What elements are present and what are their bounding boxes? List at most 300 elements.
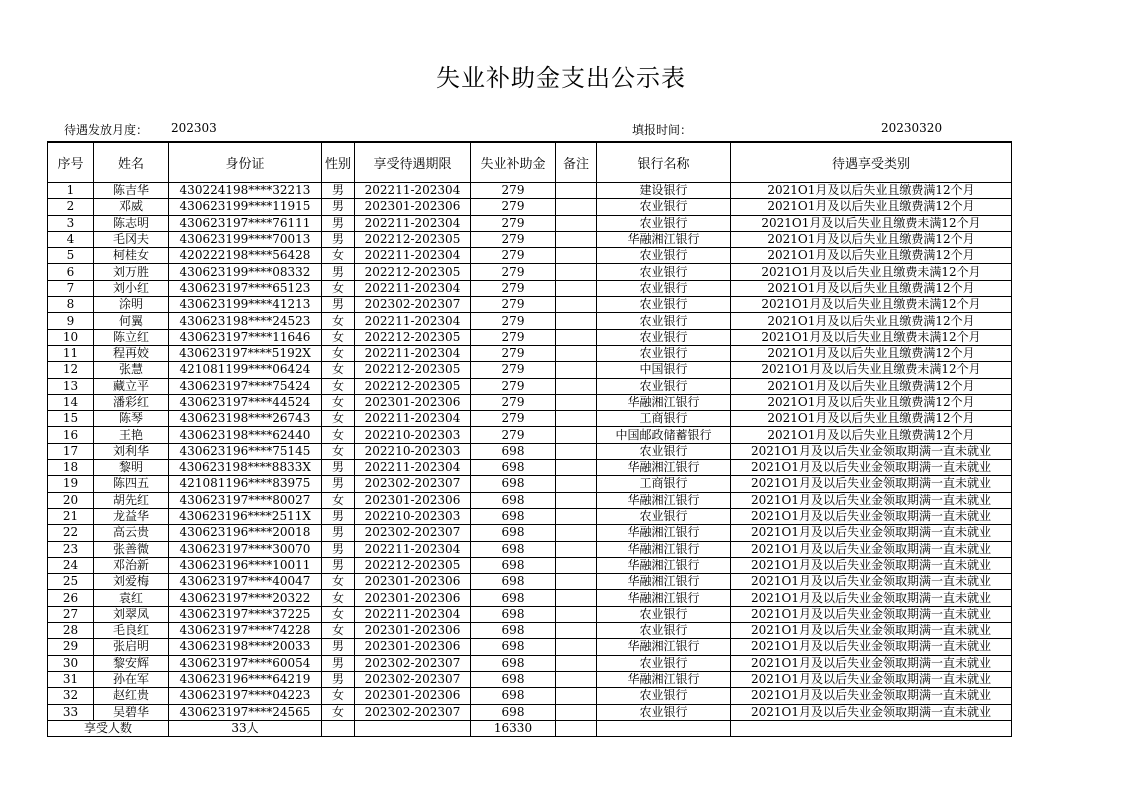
cell-seq: 28 [48, 623, 94, 639]
cell-seq: 24 [48, 557, 94, 573]
cell-category: 2021O1月及以后失业且缴费满12个月 [731, 199, 1012, 215]
cell-remark [556, 606, 597, 622]
table-row [48, 183, 1012, 199]
cell-name: 赵红贵 [94, 688, 169, 704]
cell-name: 陈立红 [94, 329, 169, 345]
table-row [48, 427, 1012, 443]
cell-gender: 女 [322, 329, 355, 345]
header-category: 待遇享受类别 [731, 142, 1012, 183]
cell-seq: 19 [48, 476, 94, 492]
cell-id-card: 430623198****24523 [169, 313, 322, 329]
cell-remark [556, 460, 597, 476]
cell-id-card: 430623196****20018 [169, 525, 322, 541]
cell-name: 邓威 [94, 199, 169, 215]
cell-category: 2021O1月及以后失业金领取期满一直未就业 [731, 525, 1012, 541]
table-row [48, 215, 1012, 231]
cell-id-card: 430623197****75424 [169, 378, 322, 394]
header-seq: 序号 [48, 142, 94, 183]
cell-period: 202211-202304 [355, 280, 471, 296]
table-body [48, 183, 1012, 721]
summary-total: 16330 [471, 720, 556, 736]
cell-category: 2021O1月及以后失业且缴费满12个月 [731, 313, 1012, 329]
cell-subsidy: 698 [471, 655, 556, 671]
cell-gender: 女 [322, 313, 355, 329]
cell-gender: 男 [322, 639, 355, 655]
cell-bank: 农业银行 [597, 297, 731, 313]
cell-remark [556, 231, 597, 247]
cell-seq: 17 [48, 443, 94, 459]
cell-bank: 农业银行 [597, 443, 731, 459]
cell-bank: 华融湘江银行 [597, 394, 731, 410]
cell-period: 202301-202306 [355, 688, 471, 704]
cell-period: 202301-202306 [355, 639, 471, 655]
cell-seq: 23 [48, 541, 94, 557]
cell-category: 2021O1月及以后失业且缴费满12个月 [731, 280, 1012, 296]
cell-category: 2021O1月及以后失业且缴费满12个月 [731, 427, 1012, 443]
cell-id-card: 430623197****04223 [169, 688, 322, 704]
table-row [48, 264, 1012, 280]
cell-bank: 农业银行 [597, 623, 731, 639]
cell-category: 2021O1月及以后失业且缴费未满12个月 [731, 215, 1012, 231]
cell-remark [556, 639, 597, 655]
table-row [48, 329, 1012, 345]
cell-seq: 12 [48, 362, 94, 378]
cell-gender: 男 [322, 557, 355, 573]
cell-period: 202212-202305 [355, 362, 471, 378]
cell-remark [556, 199, 597, 215]
cell-gender: 男 [322, 264, 355, 280]
table-row [48, 508, 1012, 524]
cell-bank: 工商银行 [597, 411, 731, 427]
cell-name: 高云贵 [94, 525, 169, 541]
cell-id-card: 430623197****76111 [169, 215, 322, 231]
cell-period: 202212-202305 [355, 264, 471, 280]
header-remark: 备注 [556, 142, 597, 183]
cell-category: 2021O1月及以后失业且缴费未满12个月 [731, 297, 1012, 313]
cell-subsidy: 698 [471, 508, 556, 524]
cell-seq: 18 [48, 460, 94, 476]
cell-bank: 农业银行 [597, 199, 731, 215]
table-row [48, 362, 1012, 378]
cell-gender: 男 [322, 231, 355, 247]
cell-category: 2021O1月及以后失业金领取期满一直未就业 [731, 508, 1012, 524]
cell-category: 2021O1月及以后失业金领取期满一直未就业 [731, 460, 1012, 476]
cell-name: 毛冈夫 [94, 231, 169, 247]
cell-subsidy: 698 [471, 492, 556, 508]
header-id-card: 身份证 [169, 142, 322, 183]
cell-id-card: 430623199****08332 [169, 264, 322, 280]
cell-remark [556, 671, 597, 687]
cell-bank: 农业银行 [597, 606, 731, 622]
cell-subsidy: 279 [471, 394, 556, 410]
cell-id-card: 430623198****8833X [169, 460, 322, 476]
table-row [48, 688, 1012, 704]
cell-category: 2021O1月及以后失业金领取期满一直未就业 [731, 476, 1012, 492]
cell-remark [556, 541, 597, 557]
cell-name: 龙益华 [94, 508, 169, 524]
table-row [48, 574, 1012, 590]
cell-id-card: 430623197****5192X [169, 345, 322, 361]
cell-remark [556, 248, 597, 264]
cell-period: 202302-202307 [355, 655, 471, 671]
cell-seq: 2 [48, 199, 94, 215]
cell-gender: 女 [322, 606, 355, 622]
cell-subsidy: 279 [471, 199, 556, 215]
cell-category: 2021O1月及以后失业且缴费未满12个月 [731, 329, 1012, 345]
cell-period: 202301-202306 [355, 394, 471, 410]
cell-name: 刘翠凤 [94, 606, 169, 622]
cell-seq: 5 [48, 248, 94, 264]
cell-name: 刘万胜 [94, 264, 169, 280]
cell-bank: 农业银行 [597, 280, 731, 296]
cell-category: 2021O1月及以后失业金领取期满一直未就业 [731, 574, 1012, 590]
cell-remark [556, 623, 597, 639]
cell-category: 2021O1月及以后失业金领取期满一直未就业 [731, 623, 1012, 639]
cell-name: 张慧 [94, 362, 169, 378]
header-subsidy: 失业补助金 [471, 142, 556, 183]
table-row [48, 492, 1012, 508]
cell-category: 2021O1月及以后失业金领取期满一直未就业 [731, 557, 1012, 573]
cell-period: 202211-202304 [355, 460, 471, 476]
cell-id-card: 430623197****74228 [169, 623, 322, 639]
cell-category: 2021O1月及以后失业且缴费满12个月 [731, 394, 1012, 410]
table-row [48, 671, 1012, 687]
cell-period: 202301-202306 [355, 199, 471, 215]
cell-id-card: 430623196****2511X [169, 508, 322, 524]
cell-remark [556, 688, 597, 704]
cell-period: 202211-202304 [355, 183, 471, 199]
cell-subsidy: 698 [471, 590, 556, 606]
cell-id-card: 430623197****60054 [169, 655, 322, 671]
cell-subsidy: 279 [471, 378, 556, 394]
cell-gender: 女 [322, 394, 355, 410]
cell-period: 202301-202306 [355, 492, 471, 508]
cell-period: 202302-202307 [355, 297, 471, 313]
table-row [48, 623, 1012, 639]
cell-id-card: 430623196****10011 [169, 557, 322, 573]
summary-blank [355, 720, 471, 736]
summary-blank [322, 720, 355, 736]
cell-seq: 25 [48, 574, 94, 590]
cell-subsidy: 279 [471, 280, 556, 296]
cell-period: 202302-202307 [355, 476, 471, 492]
cell-id-card: 430623197****30070 [169, 541, 322, 557]
header-gender: 性别 [322, 142, 355, 183]
cell-id-card: 430623199****11915 [169, 199, 322, 215]
cell-gender: 女 [322, 688, 355, 704]
cell-period: 202302-202307 [355, 525, 471, 541]
cell-gender: 男 [322, 476, 355, 492]
cell-bank: 华融湘江银行 [597, 590, 731, 606]
cell-period: 202211-202304 [355, 248, 471, 264]
cell-period: 202210-202303 [355, 443, 471, 459]
cell-name: 张善微 [94, 541, 169, 557]
cell-id-card: 430623196****75145 [169, 443, 322, 459]
cell-bank: 农业银行 [597, 329, 731, 345]
cell-gender: 女 [322, 280, 355, 296]
cell-remark [556, 655, 597, 671]
header-name: 姓名 [94, 142, 169, 183]
table-row [48, 313, 1012, 329]
cell-period: 202210-202303 [355, 427, 471, 443]
cell-name: 王艳 [94, 427, 169, 443]
table-row [48, 704, 1012, 720]
cell-subsidy: 698 [471, 606, 556, 622]
table-row [48, 525, 1012, 541]
cell-bank: 华融湘江银行 [597, 525, 731, 541]
cell-bank: 农业银行 [597, 264, 731, 280]
cell-gender: 女 [322, 362, 355, 378]
cell-name: 刘利华 [94, 443, 169, 459]
cell-id-card: 421081196****83975 [169, 476, 322, 492]
table-row [48, 460, 1012, 476]
cell-category: 2021O1月及以后失业金领取期满一直未就业 [731, 443, 1012, 459]
fill-date-label: 填报时间： [632, 123, 693, 137]
cell-seq: 31 [48, 671, 94, 687]
table-row [48, 639, 1012, 655]
subsidy-table [47, 141, 1012, 737]
cell-remark [556, 297, 597, 313]
header-period: 享受待遇期限 [355, 142, 471, 183]
cell-category: 2021O1月及以后失业金领取期满一直未就业 [731, 590, 1012, 606]
cell-subsidy: 698 [471, 525, 556, 541]
cell-id-card: 430623197****40047 [169, 574, 322, 590]
cell-period: 202211-202304 [355, 313, 471, 329]
cell-remark [556, 362, 597, 378]
cell-bank: 农业银行 [597, 215, 731, 231]
table-row [48, 231, 1012, 247]
cell-subsidy: 698 [471, 443, 556, 459]
cell-subsidy: 279 [471, 297, 556, 313]
cell-bank: 农业银行 [597, 345, 731, 361]
cell-period: 202212-202305 [355, 557, 471, 573]
header-row [48, 142, 1012, 183]
cell-gender: 女 [322, 574, 355, 590]
cell-gender: 男 [322, 297, 355, 313]
cell-period: 202302-202307 [355, 671, 471, 687]
cell-gender: 男 [322, 525, 355, 541]
table-row [48, 297, 1012, 313]
cell-subsidy: 698 [471, 623, 556, 639]
cell-subsidy: 698 [471, 688, 556, 704]
cell-gender: 女 [322, 704, 355, 720]
cell-id-card: 430623197****44524 [169, 394, 322, 410]
cell-seq: 32 [48, 688, 94, 704]
cell-remark [556, 492, 597, 508]
cell-bank: 华融湘江银行 [597, 231, 731, 247]
table-row [48, 476, 1012, 492]
cell-id-card: 430623198****26743 [169, 411, 322, 427]
cell-category: 2021O1月及以后失业金领取期满一直未就业 [731, 655, 1012, 671]
cell-seq: 14 [48, 394, 94, 410]
cell-bank: 农业银行 [597, 688, 731, 704]
summary-label: 享受人数 [48, 720, 169, 736]
cell-name: 刘小红 [94, 280, 169, 296]
cell-subsidy: 698 [471, 574, 556, 590]
cell-remark [556, 394, 597, 410]
cell-name: 邓治新 [94, 557, 169, 573]
cell-remark [556, 411, 597, 427]
cell-seq: 27 [48, 606, 94, 622]
cell-remark [556, 345, 597, 361]
cell-category: 2021O1月及以后失业金领取期满一直未就业 [731, 541, 1012, 557]
cell-period: 202301-202306 [355, 623, 471, 639]
cell-gender: 男 [322, 460, 355, 476]
cell-remark [556, 264, 597, 280]
cell-seq: 3 [48, 215, 94, 231]
cell-name: 吴碧华 [94, 704, 169, 720]
cell-bank: 华融湘江银行 [597, 541, 731, 557]
cell-bank: 农业银行 [597, 313, 731, 329]
cell-gender: 女 [322, 443, 355, 459]
cell-category: 2021O1月及以后失业金领取期满一直未就业 [731, 492, 1012, 508]
cell-name: 柯桂女 [94, 248, 169, 264]
cell-remark [556, 476, 597, 492]
cell-category: 2021O1月及以后失业金领取期满一直未就业 [731, 704, 1012, 720]
cell-name: 程再姣 [94, 345, 169, 361]
cell-name: 藏立平 [94, 378, 169, 394]
cell-period: 202301-202306 [355, 590, 471, 606]
cell-category: 2021O1月及以后失业且缴费未满12个月 [731, 362, 1012, 378]
cell-name: 刘爱梅 [94, 574, 169, 590]
cell-seq: 10 [48, 329, 94, 345]
cell-seq: 1 [48, 183, 94, 199]
cell-remark [556, 704, 597, 720]
cell-subsidy: 698 [471, 704, 556, 720]
cell-gender: 男 [322, 508, 355, 524]
cell-subsidy: 698 [471, 476, 556, 492]
summary-blank [597, 720, 731, 736]
header-bank: 银行名称 [597, 142, 731, 183]
cell-remark [556, 557, 597, 573]
cell-name: 潘彩红 [94, 394, 169, 410]
cell-id-card: 430224198****32213 [169, 183, 322, 199]
cell-subsidy: 698 [471, 557, 556, 573]
cell-subsidy: 279 [471, 183, 556, 199]
page-title: 失业补助金支出公示表 [436, 64, 686, 92]
table-row [48, 345, 1012, 361]
cell-category: 2021O1月及以后失业金领取期满一直未就业 [731, 639, 1012, 655]
cell-category: 2021O1月及以后失业且缴费满12个月 [731, 378, 1012, 394]
cell-subsidy: 698 [471, 541, 556, 557]
cell-id-card: 430623199****41213 [169, 297, 322, 313]
cell-gender: 女 [322, 492, 355, 508]
cell-id-card: 430623198****20033 [169, 639, 322, 655]
cell-seq: 15 [48, 411, 94, 427]
cell-bank: 农业银行 [597, 655, 731, 671]
cell-gender: 男 [322, 655, 355, 671]
cell-bank: 华融湘江银行 [597, 639, 731, 655]
cell-seq: 7 [48, 280, 94, 296]
cell-name: 张启明 [94, 639, 169, 655]
cell-id-card: 430623198****62440 [169, 427, 322, 443]
cell-gender: 女 [322, 248, 355, 264]
cell-id-card: 430623197****80027 [169, 492, 322, 508]
cell-bank: 工商银行 [597, 476, 731, 492]
cell-seq: 6 [48, 264, 94, 280]
cell-period: 202210-202303 [355, 508, 471, 524]
cell-remark [556, 183, 597, 199]
cell-bank: 农业银行 [597, 248, 731, 264]
cell-remark [556, 329, 597, 345]
cell-gender: 女 [322, 427, 355, 443]
cell-name: 毛良红 [94, 623, 169, 639]
cell-seq: 21 [48, 508, 94, 524]
cell-remark [556, 215, 597, 231]
cell-seq: 9 [48, 313, 94, 329]
cell-subsidy: 279 [471, 248, 556, 264]
table-row [48, 541, 1012, 557]
cell-id-card: 430623197****65123 [169, 280, 322, 296]
cell-gender: 女 [322, 411, 355, 427]
cell-category: 2021O1月及以后失业且缴费满12个月 [731, 231, 1012, 247]
cell-name: 陈吉华 [94, 183, 169, 199]
cell-period: 202302-202307 [355, 704, 471, 720]
table-row [48, 394, 1012, 410]
cell-gender: 女 [322, 590, 355, 606]
cell-subsidy: 698 [471, 639, 556, 655]
cell-id-card: 430623196****64219 [169, 671, 322, 687]
cell-subsidy: 698 [471, 460, 556, 476]
cell-category: 2021O1月及以后失业且缴费满12个月 [731, 345, 1012, 361]
cell-id-card: 421081199****06424 [169, 362, 322, 378]
cell-gender: 男 [322, 183, 355, 199]
table-row [48, 655, 1012, 671]
cell-remark [556, 508, 597, 524]
cell-subsidy: 279 [471, 362, 556, 378]
cell-period: 202212-202305 [355, 231, 471, 247]
cell-bank: 农业银行 [597, 704, 731, 720]
cell-remark [556, 590, 597, 606]
cell-remark [556, 427, 597, 443]
table-row [48, 199, 1012, 215]
cell-category: 2021O1月及以后失业金领取期满一直未就业 [731, 671, 1012, 687]
cell-name: 何翼 [94, 313, 169, 329]
cell-name: 黎明 [94, 460, 169, 476]
cell-gender: 男 [322, 215, 355, 231]
cell-seq: 8 [48, 297, 94, 313]
cell-name: 袁红 [94, 590, 169, 606]
cell-id-card: 430623197****24565 [169, 704, 322, 720]
summary-blank [556, 720, 597, 736]
cell-category: 2021O1月及以后失业且缴费满12个月 [731, 183, 1012, 199]
cell-id-card: 420222198****56428 [169, 248, 322, 264]
cell-seq: 22 [48, 525, 94, 541]
cell-name: 孙在军 [94, 671, 169, 687]
cell-bank: 华融湘江银行 [597, 671, 731, 687]
summary-count: 33人 [169, 720, 322, 736]
cell-bank: 建设银行 [597, 183, 731, 199]
table-row [48, 557, 1012, 573]
cell-name: 胡先红 [94, 492, 169, 508]
cell-name: 陈四五 [94, 476, 169, 492]
cell-subsidy: 279 [471, 345, 556, 361]
cell-seq: 30 [48, 655, 94, 671]
table-row [48, 411, 1012, 427]
cell-subsidy: 279 [471, 427, 556, 443]
cell-subsidy: 279 [471, 411, 556, 427]
cell-period: 202212-202305 [355, 329, 471, 345]
cell-bank: 中国银行 [597, 362, 731, 378]
cell-bank: 华融湘江银行 [597, 574, 731, 590]
cell-period: 202301-202306 [355, 574, 471, 590]
cell-gender: 男 [322, 671, 355, 687]
cell-id-card: 430623197****37225 [169, 606, 322, 622]
cell-subsidy: 279 [471, 264, 556, 280]
cell-category: 2021O1月及以后失业金领取期满一直未就业 [731, 606, 1012, 622]
summary-row [48, 720, 1012, 736]
cell-seq: 26 [48, 590, 94, 606]
